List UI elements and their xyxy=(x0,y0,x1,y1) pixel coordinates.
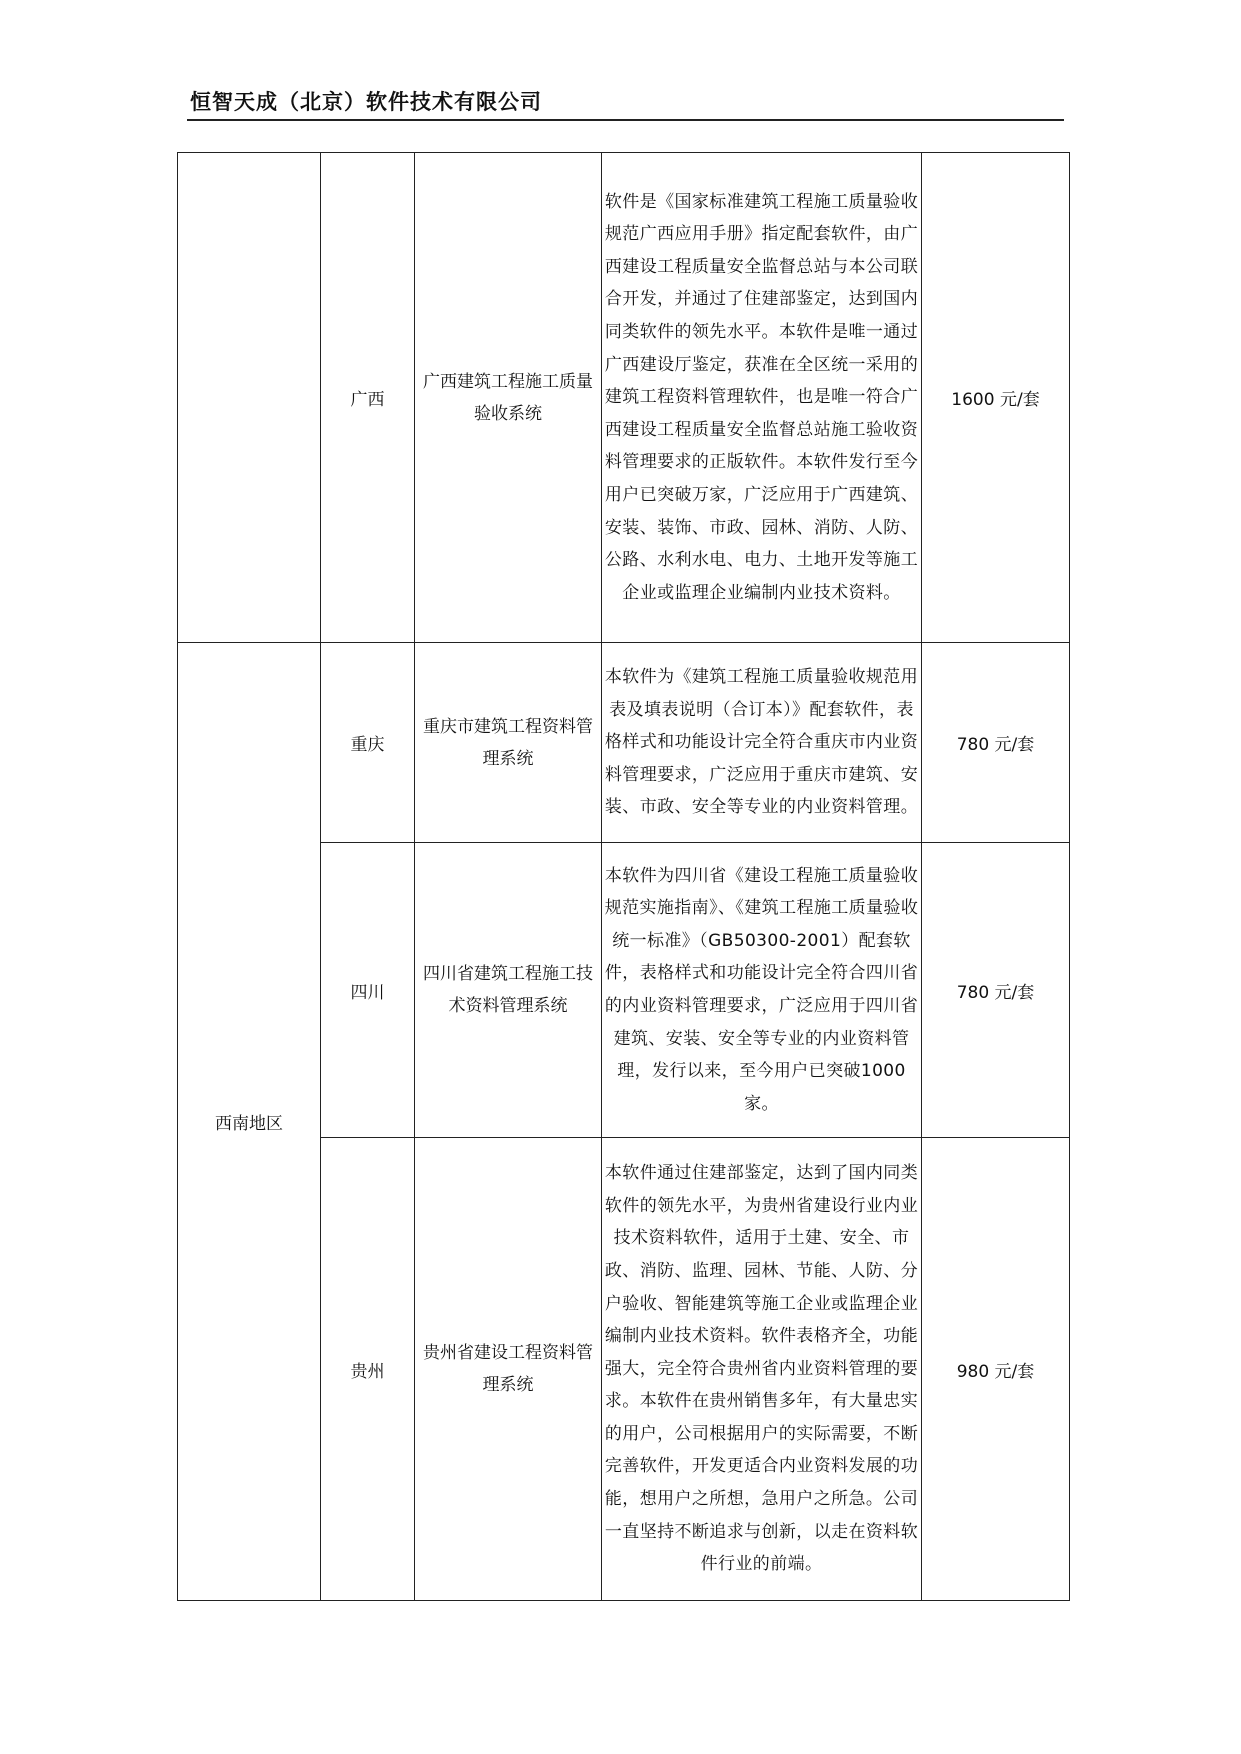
region-cell: 西南地区 xyxy=(178,643,321,1601)
header-divider xyxy=(187,119,1064,121)
description-cell: 软件是《国家标准建筑工程施工质量验收规范广西应用手册》指定配套软件，由广西建设工程质量安全监督总站与本公司联合开发，并通过了住建部鉴定，达到国内同类软件的领先水平。本软件是唯一通过广西建设厅鉴定，获准在全区统一采用的建筑工程资料管理软件，也是唯一符合广西建设工程质量安全监督总站施工验收资料管理要求的正版软件。本软件发行至今用户已突破万家，广泛应用于广西建筑、安装、装饰、市政、园林、消防、人防、公路、水利水电、电力、土地开发等施工企业或监理企业编制内业技术资料。 xyxy=(602,153,922,643)
province-cell: 重庆 xyxy=(321,643,415,843)
description-cell: 本软件为《建筑工程施工质量验收规范用表及填表说明（合订本）》配套软件，表格样式和功能设计完全符合重庆市内业资料管理要求，广泛应用于重庆市建筑、安装、市政、安全等专业的内业资料管理。 xyxy=(602,643,922,843)
system-name-cell: 四川省建筑工程施工技术资料管理系统 xyxy=(415,843,602,1138)
region-cell xyxy=(178,153,321,643)
province-cell: 广西 xyxy=(321,153,415,643)
system-name-cell: 广西建筑工程施工质量验收系统 xyxy=(415,153,602,643)
price-cell: 980 元/套 xyxy=(922,1138,1070,1601)
table-row xyxy=(178,153,1070,643)
product-table xyxy=(177,152,1070,1601)
price-cell: 780 元/套 xyxy=(922,843,1070,1138)
province-cell: 贵州 xyxy=(321,1138,415,1601)
description-cell: 本软件为四川省《建设工程施工质量验收规范实施指南》、《建筑工程施工质量验收统一标准》（GB50300-2001）配套软件，表格样式和功能设计完全符合四川省的内业资料管理要求，广泛应用于四川省建筑、安装、安全等专业的内业资料管理，发行以来，至今用户已突破1000 家。 xyxy=(602,843,922,1138)
price-cell: 1600 元/套 xyxy=(922,153,1070,643)
system-name-cell: 贵州省建设工程资料管理系统 xyxy=(415,1138,602,1601)
table-row xyxy=(178,643,1070,843)
company-header: 恒智天成（北京）软件技术有限公司 xyxy=(190,90,542,114)
system-name-cell: 重庆市建筑工程资料管理系统 xyxy=(415,643,602,843)
description-cell: 本软件通过住建部鉴定，达到了国内同类软件的领先水平，为贵州省建设行业内业技术资料软件，适用于土建、安全、市政、消防、监理、园林、节能、人防、分户验收、智能建筑等施工企业或监理企业编制内业技术资料。软件表格齐全，功能强大，完全符合贵州省内业资料管理的要求。本软件在贵州销售多年，有大量忠实的用户，公司根据用户的实际需要，不断完善软件，开发更适合内业资料发展的功能，想用户之所想，急用户之所急。公司一直坚持不断追求与创新，以走在资料软件行业的前端。 xyxy=(602,1138,922,1601)
price-cell: 780 元/套 xyxy=(922,643,1070,843)
province-cell: 四川 xyxy=(321,843,415,1138)
